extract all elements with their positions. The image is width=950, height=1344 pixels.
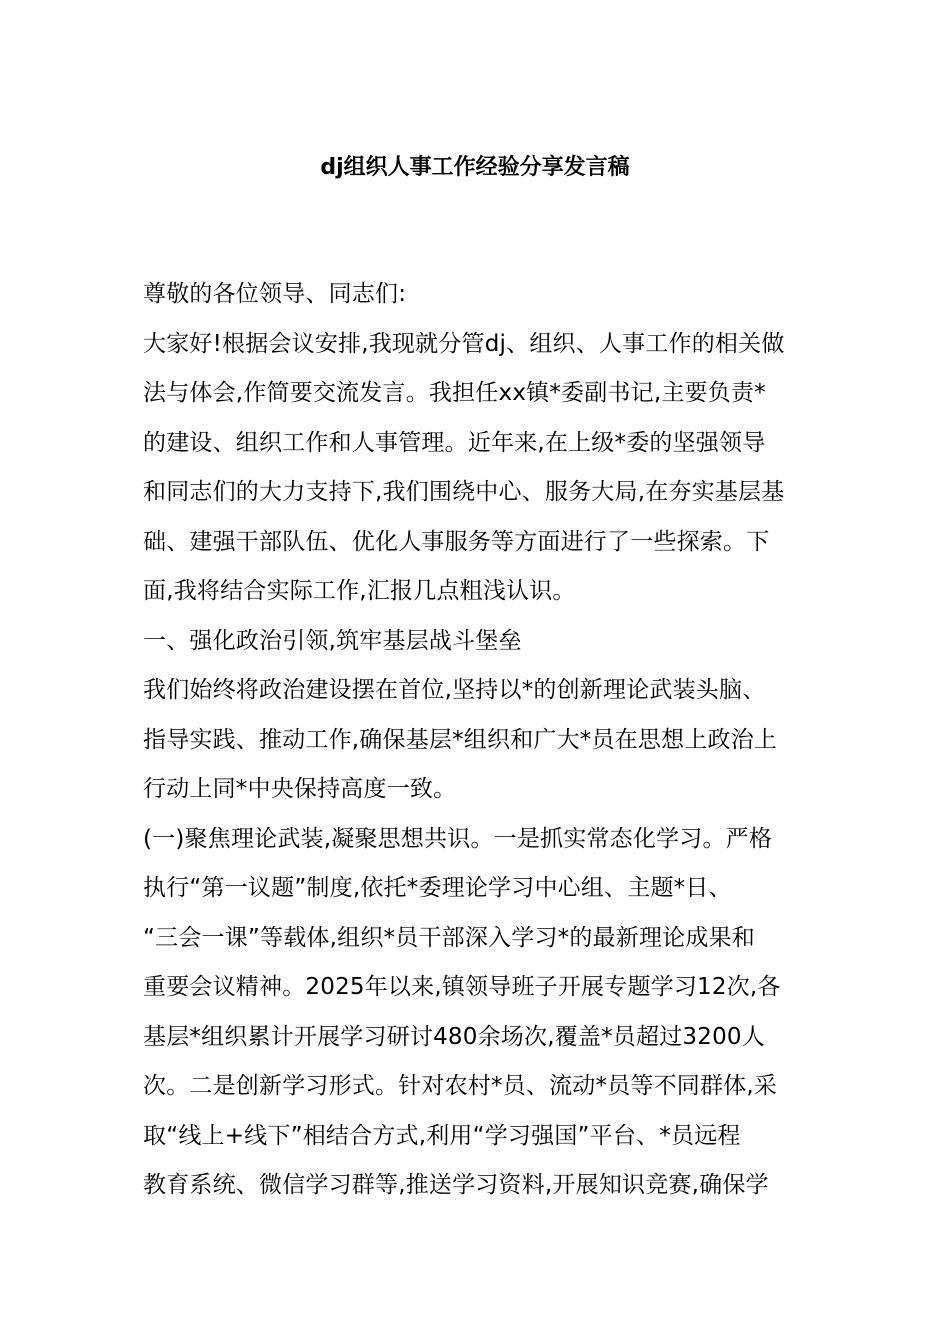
paragraph-line: (一)聚焦理论武装,凝聚思想共识。一是抓实常态化学习。严格 <box>143 825 773 852</box>
paragraph-line: “三会一课”等载体,组织*员干部深入学习*的最新理论成果和 <box>143 924 755 951</box>
paragraph-line: 法与体会,作简要交流发言。我担任xx镇*委副书记,主要负责* <box>143 380 766 406</box>
paragraph-line: 执行“第一议题”制度,依托*委理论学习中心组、主题*日、 <box>143 875 732 901</box>
paragraph-line: 大家好!根据会议安排,我现就分管dj、组织、人事工作的相关做 <box>143 330 785 357</box>
paragraph-line: 面,我将结合实际工作,汇报几点粗浅认识。 <box>143 578 576 604</box>
paragraph-line: 我们始终将政治建设摆在首位,坚持以*的创新理论武装头脑、 <box>143 677 766 703</box>
document-title: dj组织人事工作经验分享发言稿 <box>320 155 630 180</box>
paragraph-line: 次。二是创新学习形式。针对农村*员、流动*员等不同群体,采 <box>143 1073 778 1099</box>
salutation-line: 尊敬的各位领导、同志们: <box>143 281 407 307</box>
paragraph-line: 的建设、组织工作和人事管理。近年来,在上级*委的坚强领导 <box>143 429 766 456</box>
paragraph-line: 和同志们的大力支持下,我们围绕中心、服务大局,在夯实基层基 <box>143 479 785 505</box>
section-heading: 一、强化政治引领,筑牢基层战斗堡垒 <box>143 627 522 654</box>
paragraph-line: 重要会议精神。2025年以来,镇领导班子开展专题学习12次,各 <box>143 974 781 1000</box>
paragraph-line: 础、建强干部队伍、优化人事服务等方面进行了一些探索。下 <box>143 528 770 555</box>
paragraph-line: 行动上同*中央保持高度一致。 <box>143 776 457 802</box>
paragraph-line: 基层*组织累计开展学习研讨480余场次,覆盖*员超过3200人 <box>143 1023 765 1050</box>
document-body <box>143 270 808 1211</box>
paragraph-line: 取“线上+线下”相结合方式,利用“学习强国”平台、*员远程 <box>143 1122 741 1149</box>
paragraph-line: 教育系统、微信学习群等,推送学习资料,开展知识竞赛,确保学 <box>143 1172 769 1198</box>
paragraph-line: 指导实践、推动工作,确保基层*组织和广大*员在思想上政治上 <box>143 726 778 753</box>
